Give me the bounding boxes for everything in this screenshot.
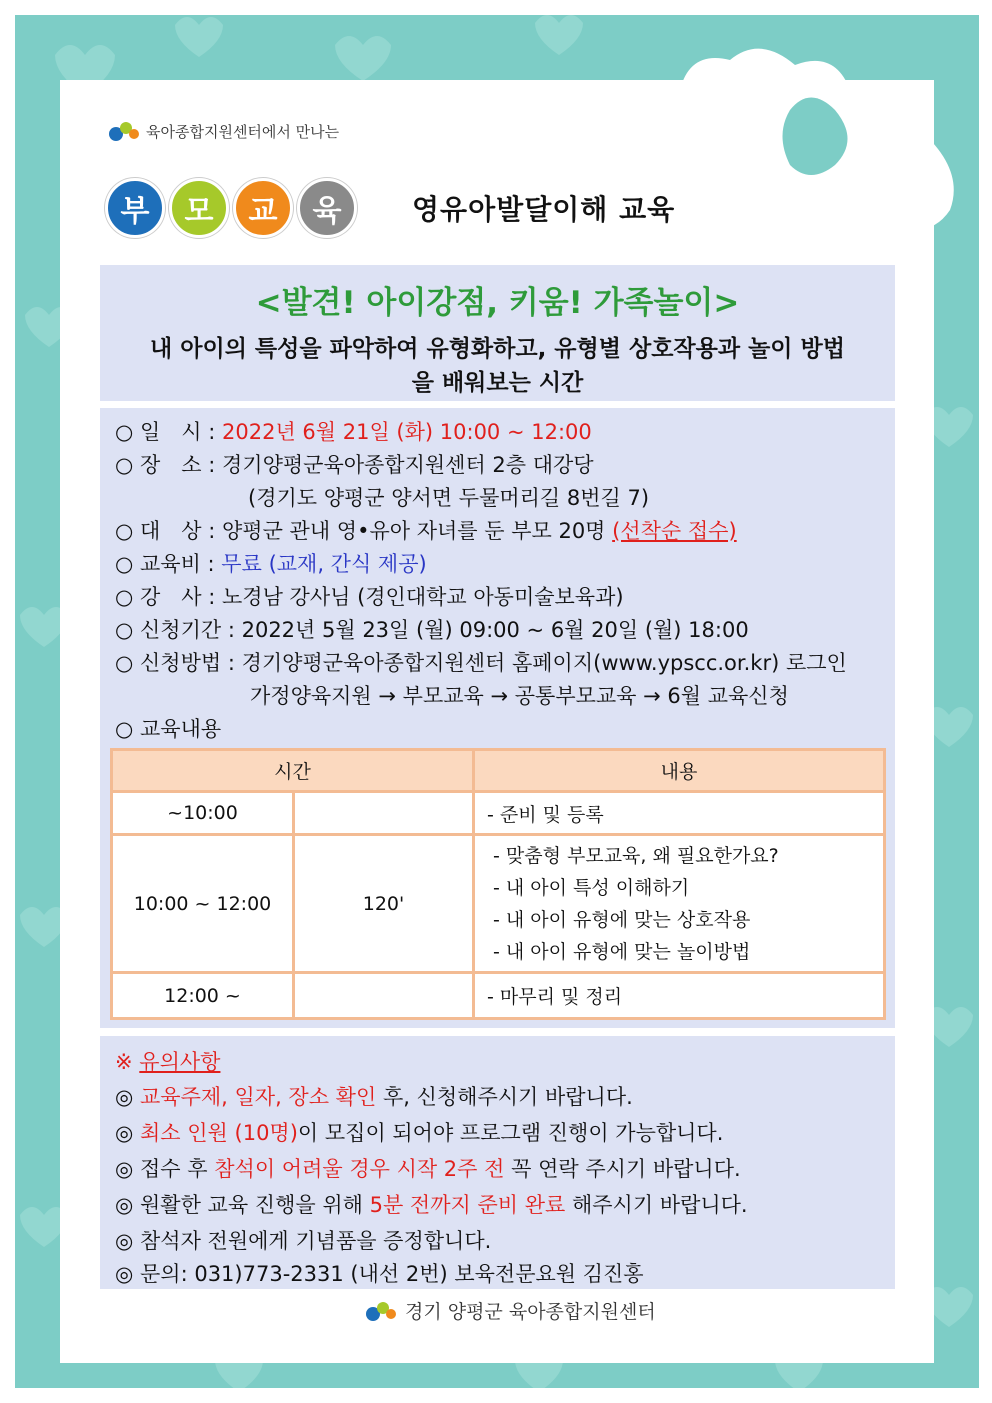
- schedule-table: [110, 748, 886, 1020]
- note-emphasis: 5분 전까지 준비 완료: [369, 1193, 566, 1217]
- place-row: [115, 449, 594, 479]
- period-row: [115, 614, 749, 644]
- note-item: [115, 1225, 491, 1255]
- table-header-row: [112, 750, 885, 792]
- note-bullet: ◎: [115, 1193, 134, 1217]
- center-logo-icon: [108, 118, 140, 144]
- lecturer-row: [115, 581, 624, 611]
- content-item: - 내 아이 유형에 맞는 놀이방법: [493, 940, 751, 963]
- header-content: 내용: [474, 750, 885, 792]
- table-row: [112, 792, 885, 835]
- content-item: - 맞춤형 부모교육, 왜 필요한가요?: [493, 844, 779, 867]
- note-text: 이 모집이 되어야 프로그램 진행이 가능합니다.: [297, 1121, 724, 1145]
- notes-panel: [100, 1036, 895, 1289]
- notes-heading-text: 유의사항: [139, 1050, 221, 1074]
- note-item: [115, 1258, 644, 1288]
- note-bullet: ◎: [115, 1229, 134, 1253]
- date-label: ○ 일 시 :: [115, 420, 216, 444]
- center-logo-icon: [365, 1298, 397, 1324]
- note-text: 참석자 전원에게 기념품을 증정합니다.: [140, 1229, 492, 1253]
- notes-heading-mark: ※: [115, 1050, 133, 1074]
- badge-gyo: 교: [233, 178, 293, 238]
- hero-headline: <발견! 아이강점, 키움! 가족놀이>: [255, 285, 740, 321]
- note-text: 해주시기 바랍니다.: [571, 1193, 748, 1217]
- row-time: 12:00 ~: [112, 973, 294, 1019]
- method-path: 가정양육지원 → 부모교육 → 공통부모교육 → 6월 교육신청: [250, 684, 789, 708]
- contact-text: 문의: 031)773-2331 (내선 2번) 보육전문요원 김진홍: [140, 1262, 644, 1286]
- footer: [365, 1297, 656, 1324]
- badge-mo: 모: [169, 178, 229, 238]
- note-bullet: ◎: [115, 1085, 134, 1109]
- date-value: 2022년 6월 21일 (화) 10:00 ~ 12:00: [222, 420, 592, 444]
- note-bullet: ◎: [115, 1262, 134, 1286]
- fee-value: 무료: [221, 552, 262, 576]
- content-label: ○ 교육내용: [115, 717, 222, 741]
- parent-education-badges: [105, 178, 357, 238]
- note-emphasis: 교육주제, 일자, 장소 확인: [140, 1085, 377, 1109]
- fee-label: ○ 교육비 :: [115, 552, 215, 576]
- subtitle-text: 육아종합지원센터에서 만나는: [146, 122, 340, 141]
- content-item: - 내 아이 유형에 맞는 상호작용: [493, 908, 751, 931]
- header-time: 시간: [112, 750, 474, 792]
- row-duration: [294, 792, 474, 835]
- hero-panel: [100, 265, 895, 401]
- fee-row: [115, 548, 427, 578]
- method-label: ○ 신청방법 :: [115, 651, 235, 675]
- note-bullet: ◎: [115, 1121, 134, 1145]
- page-title: 영유아발달이해 교육: [412, 193, 676, 226]
- note-text: 후, 신청해주시기 바랍니다.: [382, 1085, 633, 1109]
- badge-bu: 부: [105, 178, 165, 238]
- row-content: - 준비 및 등록: [474, 792, 885, 835]
- badge-yuk: 육: [297, 178, 357, 238]
- content-item: - 내 아이 특성 이해하기: [493, 876, 690, 899]
- row-duration: [294, 973, 474, 1019]
- note-item: [115, 1117, 723, 1147]
- row-duration: 120': [294, 835, 474, 973]
- footer-org: 경기 양평군 육아종합지원센터: [405, 1301, 656, 1323]
- target-value: 양평군 관내 영•유아 자녀를 둔 부모 20명: [222, 519, 606, 543]
- notes-heading: [115, 1046, 220, 1076]
- note-emphasis: 최소 인원 (10명): [140, 1121, 298, 1145]
- note-item: [115, 1153, 741, 1183]
- place-label: ○ 장 소 :: [115, 453, 216, 477]
- fee-note: (교재, 간식 제공): [268, 552, 427, 576]
- center-subtitle: [108, 118, 339, 144]
- note-emphasis: 참석이 어려울 경우 시작 2주 전: [214, 1157, 505, 1181]
- target-label: ○ 대 상 :: [115, 519, 216, 543]
- method-row: [115, 647, 847, 677]
- note-text: 원활한 교육 진행을 위해: [140, 1193, 363, 1217]
- row-content: - 마무리 및 정리: [474, 973, 885, 1019]
- note-item: [115, 1189, 748, 1219]
- row-time: 10:00 ~ 12:00: [112, 835, 294, 973]
- target-note: (선착순 접수): [612, 519, 737, 543]
- date-row: [115, 416, 592, 446]
- place-value: 경기양평군육아종합지원센터 2층 대강당: [222, 453, 594, 477]
- period-label: ○ 신청기간 :: [115, 618, 235, 642]
- row-content-list: [474, 835, 885, 973]
- info-panel: [100, 408, 895, 1028]
- table-row: [112, 973, 885, 1019]
- target-row: [115, 515, 737, 545]
- note-bullet: ◎: [115, 1157, 134, 1181]
- row-time: ~10:00: [112, 792, 294, 835]
- table-row: [112, 835, 885, 973]
- note-text: 접수 후: [140, 1157, 208, 1181]
- method-value: 경기양평군육아종합지원센터 홈페이지(www.ypscc.or.kr) 로그인: [241, 651, 847, 675]
- lecturer-value: 노경남 강사님 (경인대학교 아동미술보육과): [222, 585, 624, 609]
- lecturer-label: ○ 강 사 :: [115, 585, 216, 609]
- period-value: 2022년 5월 23일 (월) 09:00 ~ 6월 20일 (월) 18:00: [241, 618, 749, 642]
- note-item: [115, 1081, 633, 1111]
- note-text: 꼭 연락 주시기 바랍니다.: [511, 1157, 741, 1181]
- place-address: (경기도 양평군 양서면 두물머리길 8번길 7): [248, 486, 650, 510]
- hero-description: 내 아이의 특성을 파악하여 유형화하고, 유형별 상호작용과 놀이 방법을 배워보는 시간: [150, 336, 845, 396]
